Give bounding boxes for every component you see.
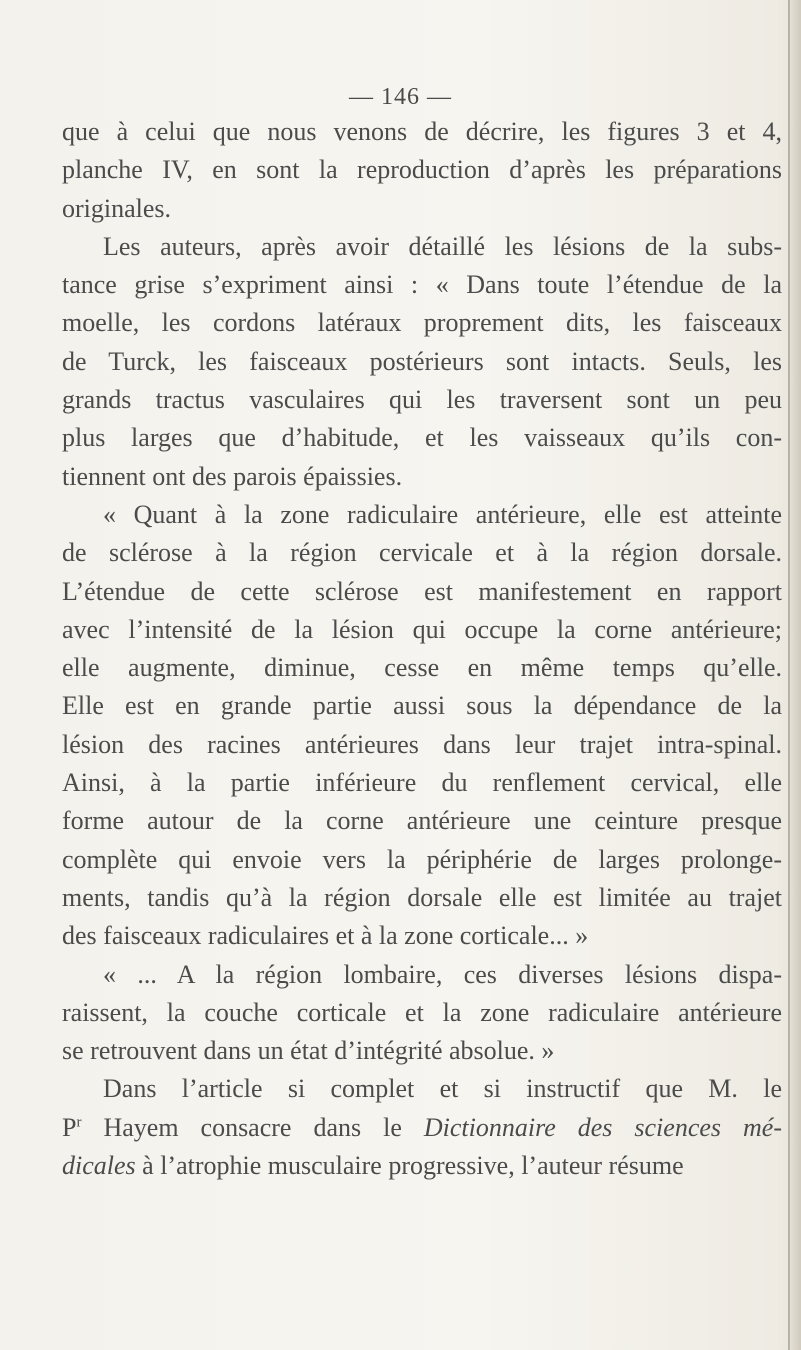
italic-title: dicales (62, 1151, 136, 1181)
body-text (62, 113, 782, 1185)
text-line: L’étendue de cette sclérose est manifestement en rapport (62, 576, 782, 606)
text-line: complète qui envoie vers la périphérie de larges prolonge- (62, 844, 782, 874)
italic-title: Dictionnaire des sciences mé- (423, 1112, 782, 1142)
text-fragment: P (62, 1112, 77, 1142)
text-line: tiennent ont des parois épaissies. (62, 461, 403, 491)
text-line (62, 1147, 782, 1185)
text-line: tance grise s’expriment ainsi : « Dans toute l’étendue de la (62, 270, 782, 300)
text-line: « Quant à la zone radiculaire antérieure, elle est atteinte (103, 499, 782, 529)
page-number: — 146 — (349, 84, 452, 110)
text-fragment: Hayem consacre dans le (81, 1112, 424, 1142)
text-line: que à celui que nous venons de décrire, les figures 3 et 4, (62, 117, 782, 146)
text-line: originales. (62, 193, 172, 223)
text-line: lésion des racines antérieures dans leur trajet intra-spinal. (62, 729, 782, 759)
text-line: Ainsi, à la partie inférieure du renflement cervical, elle (62, 768, 782, 798)
text-line: de sclérose à la région cervicale et à la région dorsale. (62, 538, 782, 568)
text-line: Dans l’article si complet et si instructif que M. le (103, 1074, 782, 1104)
text-line (62, 1109, 782, 1147)
text-line: planche IV, en sont la reproduction d’après les préparations (62, 155, 782, 185)
text-line: raissent, la couche corticale et la zone radiculaire antérieure (62, 997, 782, 1027)
text-line: Elle est en grande partie aussi sous la dépendance de la (62, 691, 782, 721)
text-line: se retrouvent dans un état d’intégrité absolue. » (62, 1036, 555, 1066)
text-line: Les auteurs, après avoir détaillé les lésions de la subs- (103, 231, 782, 261)
text-line: des faisceaux radiculaires et à la zone corticale... » (62, 921, 589, 951)
superscript: r (76, 1114, 82, 1131)
text-line: grands tractus vasculaires qui les traversent sont un peu (62, 385, 782, 415)
text-line: « ... A la région lombaire, ces diverses lésions dispa- (103, 959, 782, 989)
text-line: avec l’intensité de la lésion qui occupe la corne antérieure; (62, 614, 782, 644)
text-line: de Turck, les faisceaux postérieurs sont intacts. Seuls, les (62, 346, 782, 376)
text-line: ments, tandis qu’à la région dorsale elle est limitée au trajet (62, 882, 782, 912)
text-line: plus larges que d’habitude, et les vaisseaux qu’ils con- (62, 423, 782, 453)
text-lines (62, 113, 782, 1109)
text-line: elle augmente, diminue, cesse en même temps qu’elle. (62, 653, 782, 683)
text-line: moelle, les cordons latéraux proprement dits, les faisceaux (62, 308, 782, 338)
page-edge-shadow (787, 0, 801, 1350)
text-line: forme autour de la corne antérieure une ceinture presque (62, 806, 782, 836)
text-fragment: à l’atrophie musculaire progressive, l’auteur résume (135, 1151, 684, 1181)
